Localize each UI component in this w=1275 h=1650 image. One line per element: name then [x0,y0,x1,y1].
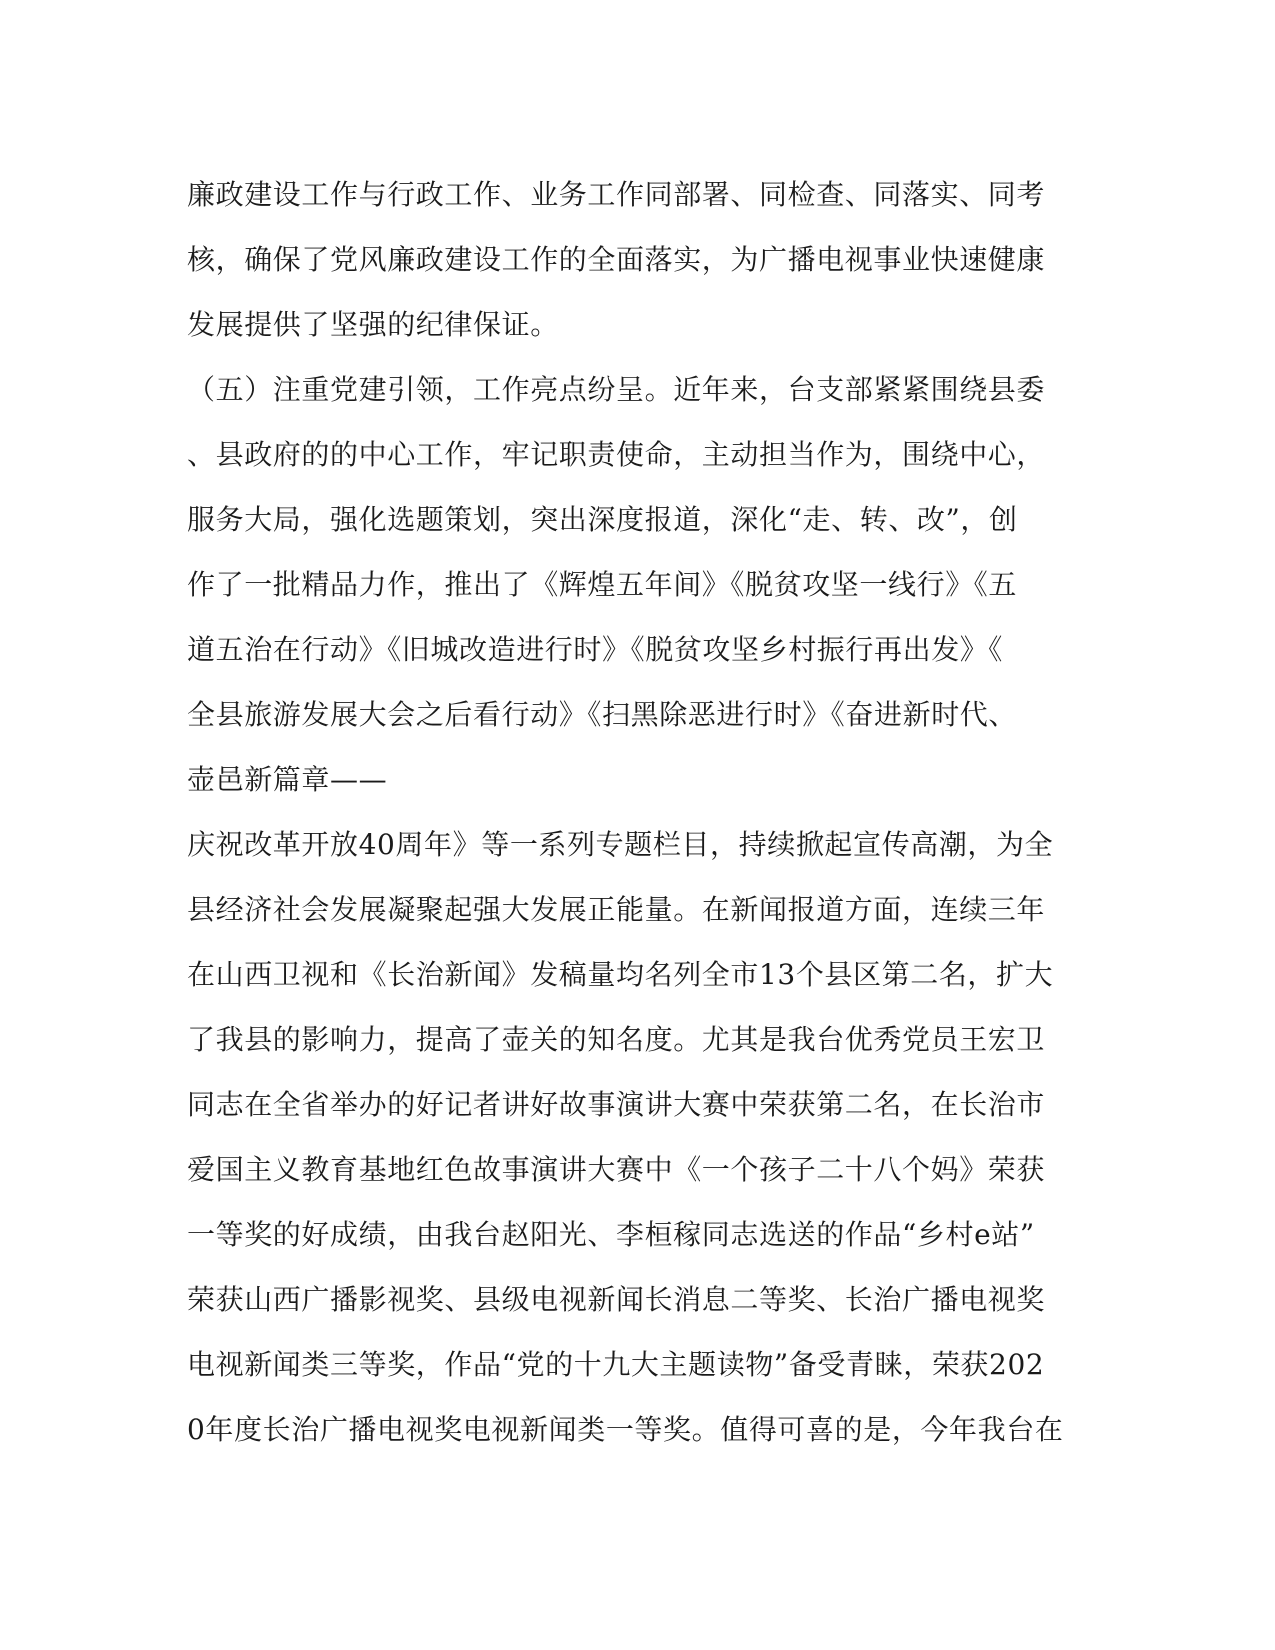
text-line: 服务大局，强化选题策划，突出深度报道，深化“走、转、改”，创 [187,503,1018,536]
text-line: 核，确保了党风廉政建设工作的全面落实，为广播电视事业快速健康 [187,243,1046,276]
text-line: 0年度长治广播电视奖电视新闻类一等奖。值得可喜的是，今年我台在 [187,1413,1064,1446]
text-line: 发展提供了坚强的纪律保证。 [187,308,559,341]
text-line: 道五治在行动》《旧城改造进行时》《脱贫攻坚乡村振行再出发》《 [187,633,1004,666]
text-line: 作了一批精品力作，推出了《辉煌五年间》《脱贫攻坚一线行》《五 [187,568,1018,601]
text-line: （五）注重党建引领，工作亮点纷呈。近年来，台支部紧紧围绕县委 [187,373,1046,406]
text-line: 荣获山西广播影视奖、县级电视新闻长消息二等奖、长治广播电视奖 [187,1283,1046,1316]
text-line: 全县旅游发展大会之后看行动》《扫黑除恶进行时》《奋进新时代、 [187,698,1018,731]
text-line: 庆祝改革开放40周年》等一系列专题栏目，持续掀起宣传高潮，为全 [187,828,1054,861]
text-line: 爱国主义教育基地红色故事演讲大赛中《一个孩子二十八个妈》荣获 [187,1153,1046,1186]
text-line: 同志在全省举办的好记者讲好故事演讲大赛中荣获第二名，在长治市 [187,1088,1046,1121]
body-text [187,162,1087,1462]
text-line: 、县政府的的中心工作，牢记职责使命，主动担当作为，围绕中心， [187,438,1046,471]
text-line: 一等奖的好成绩，由我台赵阳光、李桓稼同志选送的作品“乡村e站” [187,1218,1035,1251]
text-line: 县经济社会发展凝聚起强大发展正能量。在新闻报道方面，连续三年 [187,893,1046,926]
text-line: 壶邑新篇章—— [187,763,388,796]
text-line: 了我县的影响力，提高了壶关的知名度。尤其是我台优秀党员王宏卫 [187,1023,1046,1056]
text-line: 廉政建设工作与行政工作、业务工作同部署、同检查、同落实、同考 [187,178,1046,211]
text-line: 电视新闻类三等奖，作品“党的十九大主题读物”备受青睐，荣获202 [187,1348,1045,1381]
text-line: 在山西卫视和《长治新闻》发稿量均名列全市13个县区第二名，扩大 [187,958,1054,991]
